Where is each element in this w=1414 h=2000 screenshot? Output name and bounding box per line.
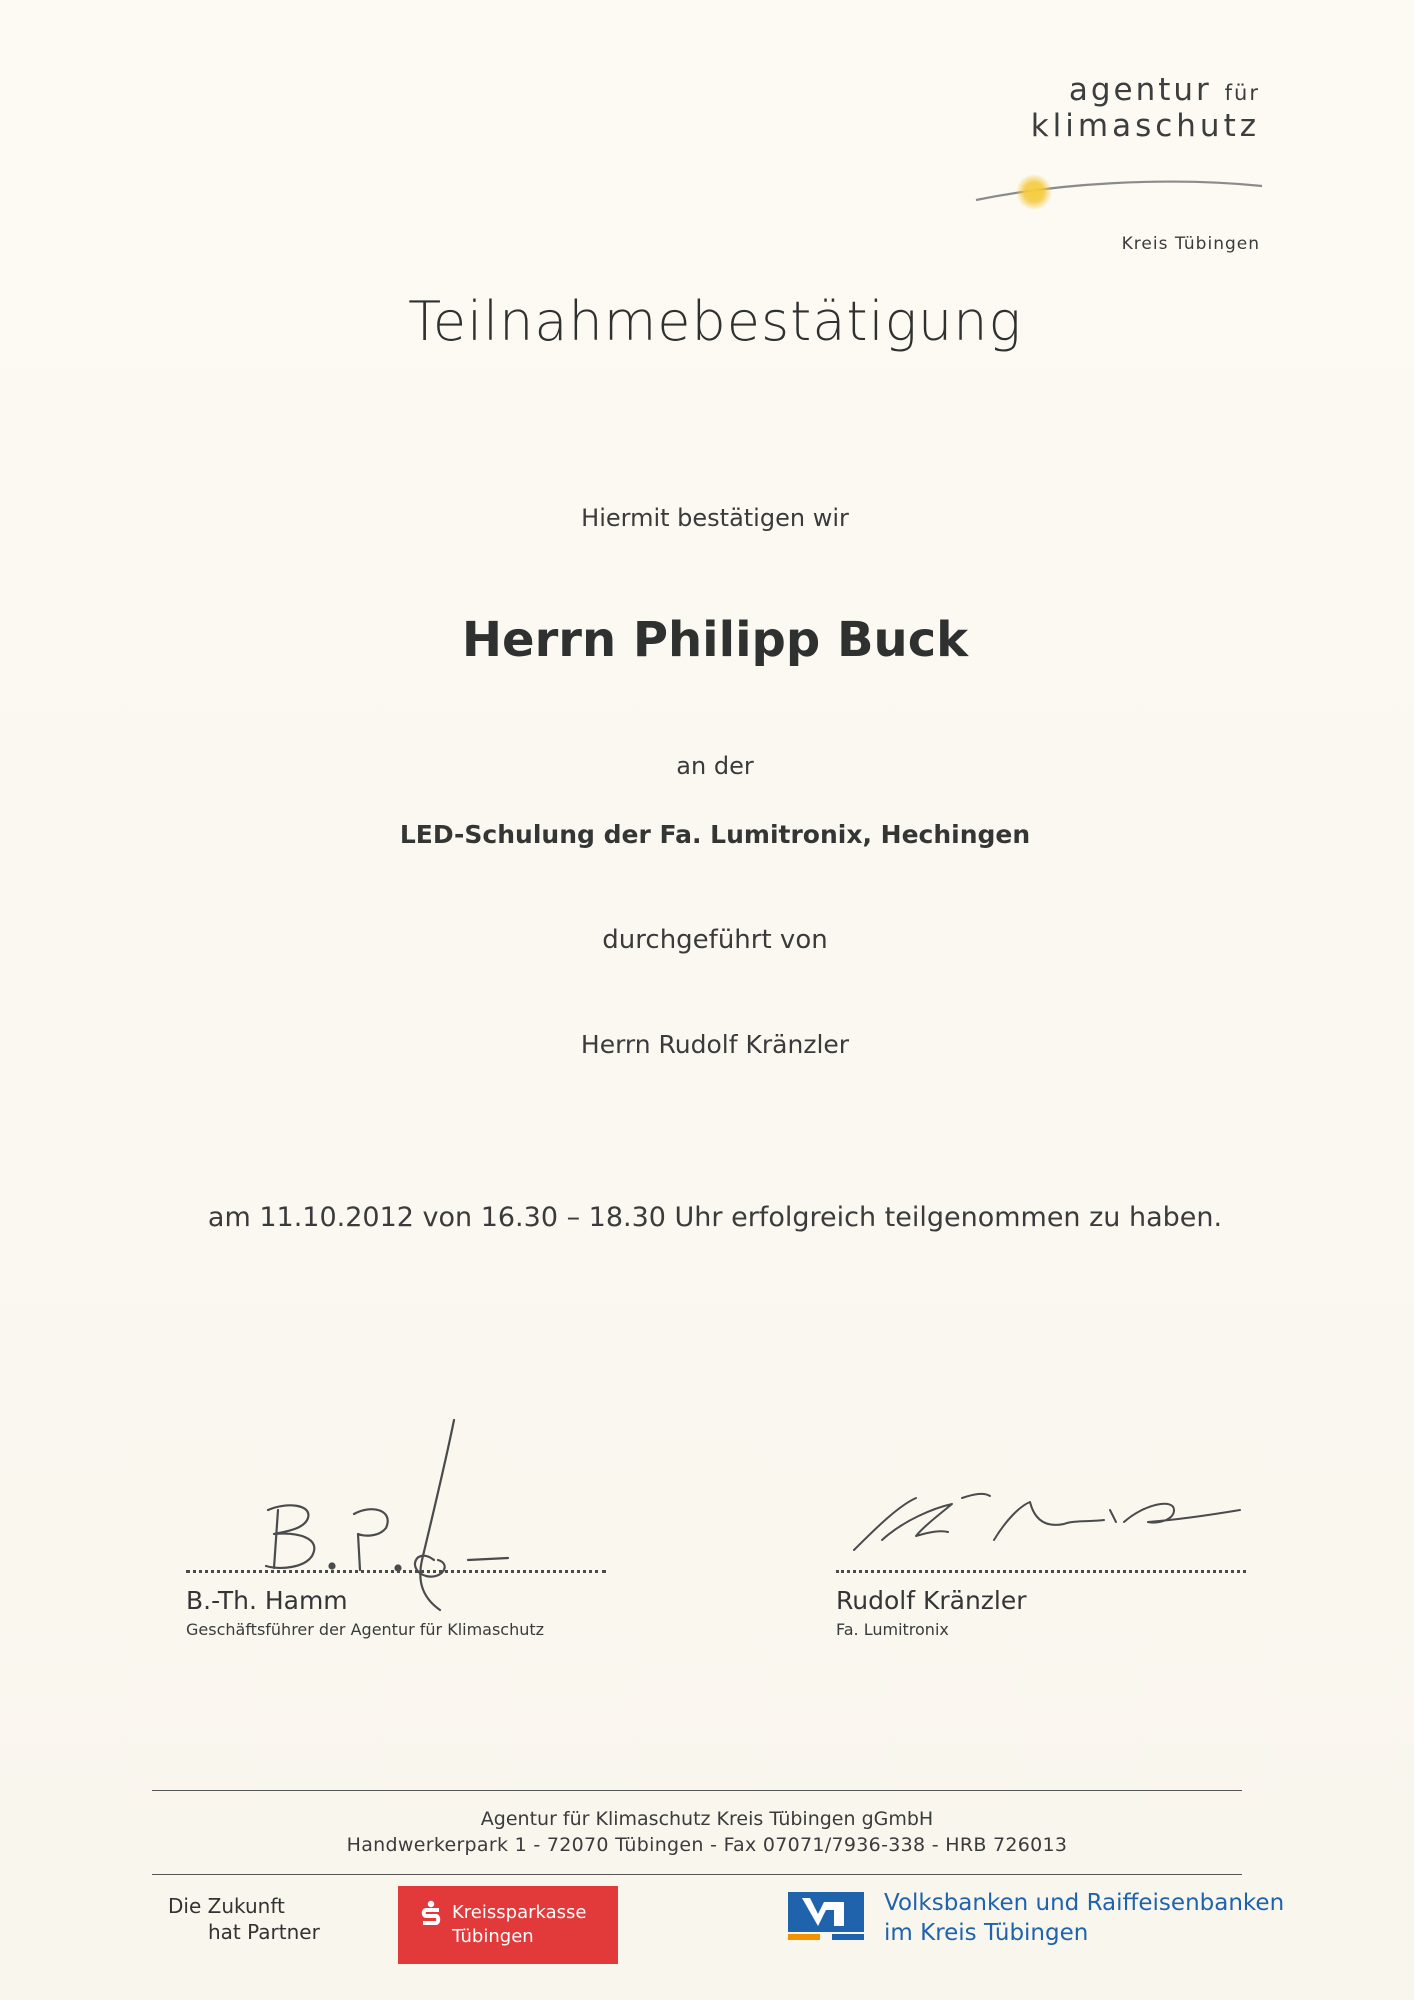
participant-name: Herrn Philipp Buck (461, 612, 969, 668)
signature-line-right (836, 1570, 1246, 1573)
kreissparkasse-logo (398, 1886, 618, 1964)
trainer-name: Herrn Rudolf Kränzler (580, 1030, 850, 1059)
footer-address: Handwerkerpark 1 - 72070 Tübingen - Fax 07071/7936-338 - HRB 726013 (346, 1834, 1068, 1856)
page-title: Teilnahmebestätigung (408, 290, 1022, 353)
footer-divider-top (152, 1790, 1242, 1791)
conducted-by-label: durchgeführt von (602, 925, 828, 955)
signatory-right-name: Rudolf Kränzler (836, 1586, 1027, 1615)
logo-word-agentur: agentur (1068, 72, 1212, 108)
signature-line-left (186, 1570, 606, 1573)
partner-slogan-line-1: Die Zukunft (168, 1894, 285, 1918)
footer-company: Agentur für Klimaschutz Kreis Tübingen gGmbH (480, 1808, 934, 1830)
logo-sun-swoosh-icon (974, 170, 1264, 210)
sparkasse-s-icon (420, 1900, 442, 1930)
signatory-left-name: B.-Th. Hamm (186, 1586, 348, 1615)
handwritten-signature-icon (844, 1480, 1244, 1570)
logo-word-klimaschutz: klimaschutz (1030, 108, 1260, 144)
date-line: am 11.10.2012 von 16.30 – 18.30 Uhr erfolgreich teilgenommen zu haben. (207, 1202, 1223, 1233)
intro-text: Hiermit bestätigen wir (581, 504, 849, 532)
logo-word-fuer: für (1224, 81, 1260, 105)
volksbank-name-line-1: Volksbanken und Raiffeisenbanken (884, 1890, 1285, 1916)
partner-slogan-line-2: hat Partner (208, 1920, 320, 1944)
logo-line-1 (1069, 72, 1260, 108)
signatory-left-role: Geschäftsführer der Agentur für Klimaschutz (186, 1620, 545, 1639)
signatory-right-role: Fa. Lumitronix (836, 1620, 949, 1639)
agency-logo (960, 72, 1260, 262)
connector-text: an der (676, 752, 754, 780)
course-title: LED-Schulung der Fa. Lumitronix, Hechingen (399, 820, 1031, 849)
kreissparkasse-city: Tübingen (452, 1926, 534, 1947)
kreissparkasse-name: Kreissparkasse (452, 1902, 587, 1923)
logo-region: Kreis Tübingen (1121, 234, 1260, 254)
volksbank-logo-icon (788, 1892, 864, 1942)
volksbank-name-line-2: im Kreis Tübingen (884, 1920, 1089, 1946)
footer-divider-bottom (152, 1874, 1242, 1875)
